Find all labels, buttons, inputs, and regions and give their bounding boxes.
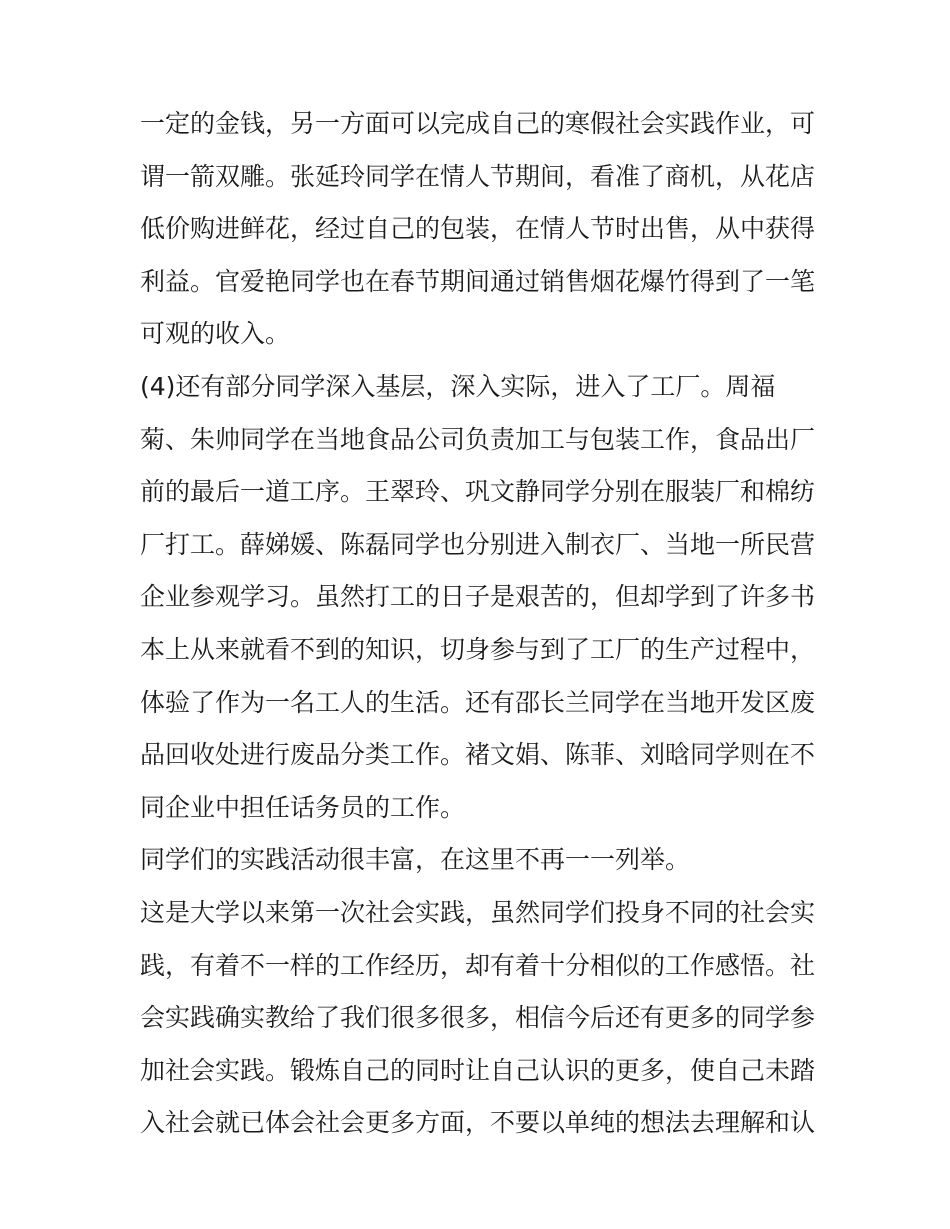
text-line: (4)还有部分同学深入基层，深入实际，进入了工厂。周福 [140, 371, 776, 401]
text-line: 同企业中担任话务员的工作。 [140, 792, 466, 822]
text-line: 践，有着不一样的工作经历，却有着十分相似的工作感悟。社 [140, 950, 816, 980]
text-line: 谓一箭双雕。张延玲同学在情人节期间，看准了商机，从花店 [140, 161, 816, 191]
text-line: 企业参观学习。虽然打工的日子是艰苦的，但却学到了许多书 [140, 582, 816, 612]
text-line: 加社会实践。锻炼自己的同时让自己认识的更多，使自己未踏 [140, 1055, 816, 1085]
text-line: 菊、朱帅同学在当地食品公司负责加工与包装工作，食品出厂 [140, 424, 816, 454]
text-line: 同学们的实践活动很丰富，在这里不再一一列举。 [140, 845, 691, 875]
text-line: 厂打工。薛娣媛、陈磊同学也分别进入制衣厂、当地一所民营 [140, 529, 816, 559]
body-text [140, 98, 820, 1150]
text-line: 利益。官爱艳同学也在春节期间通过销售烟花爆竹得到了一笔 [140, 266, 816, 296]
text-line: 会实践确实教给了我们很多很多，相信今后还有更多的同学参 [140, 1003, 816, 1033]
text-line: 体验了作为一名工人的生活。还有邵长兰同学在当地开发区废 [140, 687, 816, 717]
text-line: 前的最后一道工序。王翠玲、巩文静同学分别在服装厂和棉纺 [140, 477, 816, 507]
text-line: 本上从来就看不到的知识，切身参与到了工厂的生产过程中， [140, 634, 816, 664]
text-line: 品回收处进行废品分类工作。褚文娟、陈菲、刘晗同学则在不 [140, 740, 816, 770]
text-line: 一定的金钱，另一方面可以完成自己的寒假社会实践作业，可 [140, 109, 816, 138]
text-line: 可观的收入。 [140, 319, 291, 349]
text-line: 入社会就已体会社会更多方面，不要以单纯的想法去理解和认 [140, 1108, 816, 1138]
text-line: 低价购进鲜花，经过自己的包装，在情人节时出售，从中获得 [140, 214, 816, 244]
text-line: 这是大学以来第一次社会实践，虽然同学们投身不同的社会实 [140, 897, 816, 927]
